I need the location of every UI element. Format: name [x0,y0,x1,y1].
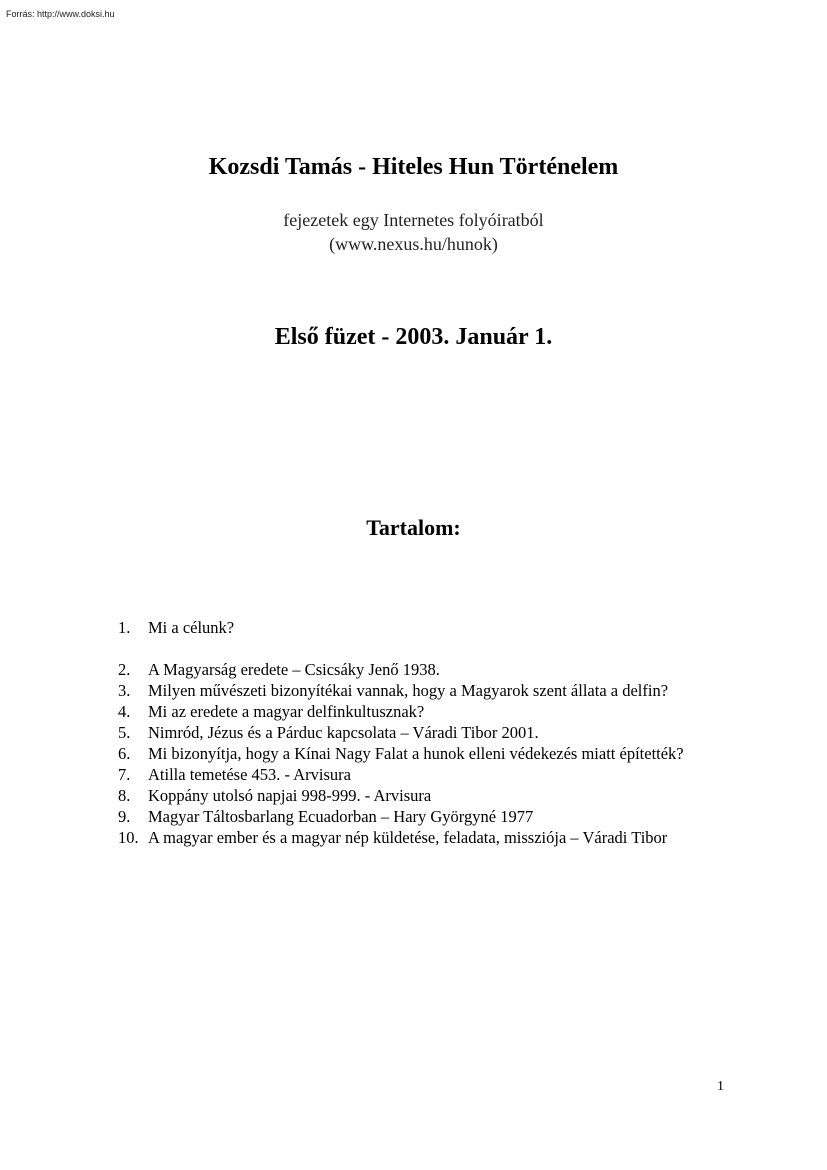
subtitle-line-1: fejezetek egy Internetes folyóiratból [283,210,544,230]
toc-item-number: 7. [118,765,131,784]
toc-item-number: 2. [118,660,131,679]
toc-item-number: 8. [118,786,131,805]
toc-item [118,785,728,806]
table-of-contents [118,617,728,848]
toc-item-text: Mi az eredete a magyar delfinkultusznak? [148,702,425,721]
issue-title: Első füzet - 2003. Január 1. [274,324,553,350]
document-title: Kozsdi Tamás - Hiteles Hun Történelem [208,154,619,180]
toc-item [118,806,728,827]
toc-item [118,743,728,764]
page-number: 1 [717,1079,724,1094]
source-note: Forrás: http://www.doksi.hu [6,9,115,19]
toc-item [118,722,728,743]
toc-item-text: Mi a célunk? [148,618,235,637]
toc-heading: Tartalom: [366,515,461,540]
toc-item-number: 10. [118,828,139,847]
toc-item-text: Nimród, Jézus és a Párduc kapcsolata – Váradi Tibor 2001. [148,723,539,742]
toc-item-number: 5. [118,723,131,742]
toc-item [118,764,728,785]
toc-item-text: A Magyarság eredete – Csicsáky Jenő 1938. [148,660,440,679]
toc-item-text: A magyar ember és a magyar nép küldetése, feladata, missziója – Váradi Tibor [148,828,668,847]
toc-item-number: 1. [118,618,131,637]
toc-item-number: 6. [118,744,131,763]
toc-item [118,680,728,701]
toc-item-number: 4. [118,702,131,721]
toc-item [118,701,728,722]
toc-item [118,827,728,848]
toc-item-text: Koppány utolsó napjai 998-999. - Arvisura [148,786,432,805]
toc-item-text: Mi bizonyítja, hogy a Kínai Nagy Falat a hunok elleni védekezés miatt építették? [148,744,684,763]
toc-item [118,659,728,680]
toc-item-text: Milyen művészeti bizonyítékai vannak, hogy a Magyarok szent állata a delfin? [148,681,669,700]
toc-item-number: 3. [118,681,131,700]
toc-item [118,617,728,638]
toc-item-text: Magyar Táltosbarlang Ecuadorban – Hary Györgyné 1977 [148,807,534,826]
toc-item-number: 9. [118,807,131,826]
subtitle-line-2: (www.nexus.hu/hunok) [329,234,498,254]
toc-item-text: Atilla temetése 453. - Arvisura [148,765,351,784]
